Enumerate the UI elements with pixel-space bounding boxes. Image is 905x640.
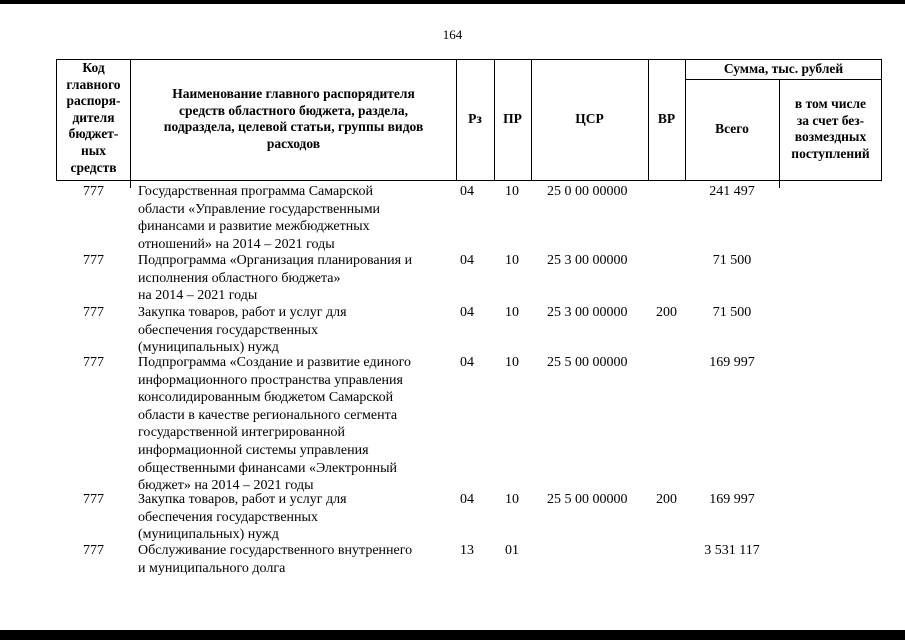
header-name: Наименование главного распорядителя средств областного бюджета, раздела, подраздела, целевой статьи, группы видов расходов (163, 86, 424, 151)
bottom-border (0, 630, 905, 640)
header-gratuitous: в том числе за счет без- возмездных поступлений (791, 96, 870, 161)
row-total: 169 997 (709, 355, 755, 370)
row-pr: 10 (505, 184, 519, 199)
row-csr: 25 5 00 00000 (547, 492, 628, 507)
row-csr: 25 0 00 00000 (547, 184, 628, 199)
row-total: 169 997 (709, 492, 755, 507)
row-total: 71 500 (712, 253, 752, 268)
row-name: Закупка товаров, работ и услуг для обеспечения государственных (муниципальных) нужд (138, 305, 347, 356)
row-pr: 10 (505, 305, 519, 320)
row-pr: 10 (505, 355, 519, 370)
header-sum-group: Сумма, тыс. рублей (723, 61, 844, 76)
header-csr: ЦСР (575, 111, 604, 126)
page-number: 164 (442, 27, 463, 42)
row-name: Закупка товаров, работ и услуг для обеспечения государственных (муниципальных) нужд (138, 492, 347, 543)
row-csr: 25 3 00 00000 (547, 305, 628, 320)
row-rz: 04 (460, 355, 474, 370)
row-name: Подпрограмма «Создание и развитие единого информационного пространства управления консолидированным бюджетом Самарской области в качестве регионального сегмента государственной интегрированной информационной системы управления общественными финансами «Электронный бюджет» на 2014 – 2021 годы (138, 355, 411, 494)
top-border (0, 0, 905, 4)
row-pr: 01 (505, 543, 519, 558)
row-pr: 10 (505, 253, 519, 268)
row-code: 777 (83, 492, 104, 507)
row-code: 777 (83, 355, 104, 370)
header-rz: Рз (468, 111, 482, 126)
body-col-divider (779, 181, 780, 188)
header-total: Всего (715, 121, 749, 136)
row-rz: 04 (460, 305, 474, 320)
row-total: 71 500 (712, 305, 752, 320)
row-name: Государственная программа Самарской области «Управление государственными финансами и развитие межбюджетных отношений» на 2014 – 2021 годы (138, 184, 381, 252)
row-rz: 04 (460, 184, 474, 199)
row-rz: 13 (460, 543, 474, 558)
row-rz: 04 (460, 253, 474, 268)
row-code: 777 (83, 253, 104, 268)
header-vr: ВР (657, 111, 676, 126)
row-csr: 25 5 00 00000 (547, 355, 628, 370)
row-total: 3 531 117 (704, 543, 760, 558)
header-pr: ПР (503, 111, 522, 126)
row-vr: 200 (656, 492, 677, 507)
sum-group-divider (685, 79, 882, 80)
header-code: Код главного распоря- дителя бюджет- ных средств (66, 60, 121, 175)
row-pr: 10 (505, 492, 519, 507)
row-csr: 25 3 00 00000 (547, 253, 628, 268)
row-code: 777 (83, 543, 104, 558)
row-rz: 04 (460, 492, 474, 507)
row-code: 777 (83, 184, 104, 199)
row-total: 241 497 (709, 184, 755, 199)
row-vr: 200 (656, 305, 677, 320)
row-name: Обслуживание государственного внутреннего и муниципального долга (138, 543, 413, 576)
row-name: Подпрограмма «Организация планирования и исполнения областного бюджета» на 2014 – 2021 годы (138, 253, 413, 304)
row-code: 777 (83, 305, 104, 320)
